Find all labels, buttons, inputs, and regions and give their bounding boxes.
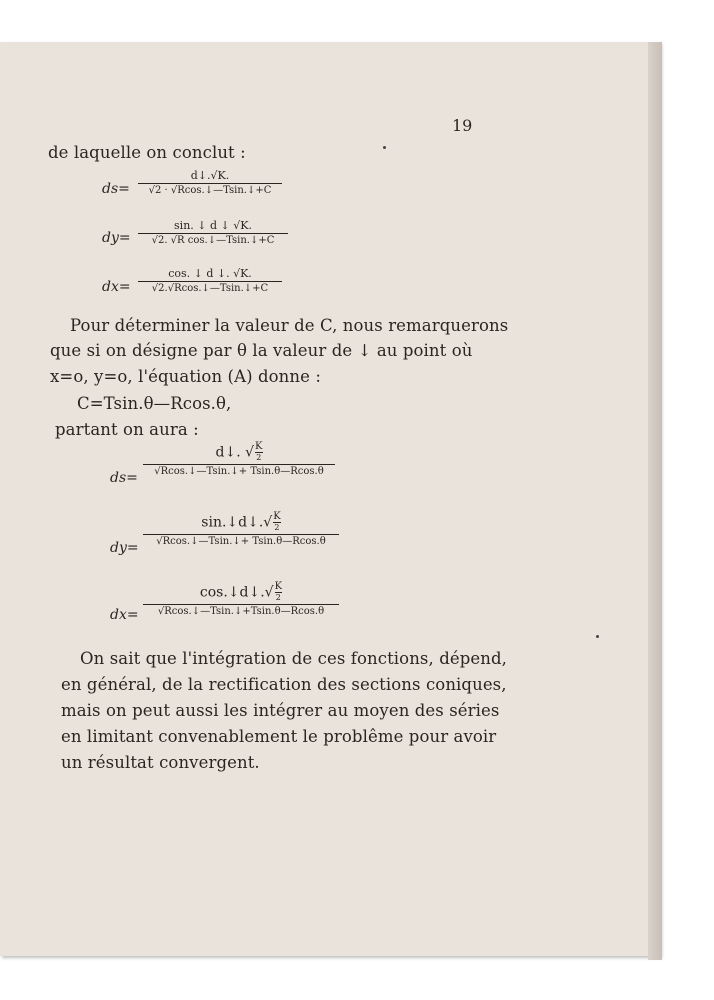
- eq2-dy-k: K: [273, 511, 281, 522]
- eq2-ds-2: 2: [256, 453, 262, 462]
- eq1-ds-denominator: √2 · √Rcos.↓—Tsin.↓+C: [148, 185, 272, 196]
- eq2-dx-denominator: √Rcos.↓—Tsin.↓+Tsin.θ—Rcos.θ: [157, 606, 325, 617]
- eq2-dy-2: 2: [274, 523, 280, 532]
- para1-line-2: que si on désigne par θ la valeur de ↓ au point où: [50, 341, 473, 360]
- para2-line-4: en limitant convenablement le problême pour avoir: [61, 727, 497, 746]
- eq1-dy-denominator: √2. √R cos.↓—Tsin.↓+C: [151, 235, 275, 246]
- eq2-ds-numerator: d↓. √: [215, 444, 255, 461]
- partant-line: partant on aura :: [55, 420, 199, 439]
- page-edge: [648, 42, 662, 960]
- book-page: [0, 42, 660, 956]
- para1-line-3: x=o, y=o, l'équation (A) donne :: [50, 367, 321, 386]
- para2-line-3: mais on peut aussi les intégrer au moyen des séries: [61, 701, 500, 720]
- eq2-dy-numerator: sin.↓d↓.√: [201, 514, 273, 531]
- eq1-dx-numerator: cos. ↓ d ↓. √K.: [168, 267, 252, 280]
- eq2-ds-denominator: √Rcos.↓—Tsin.↓+ Tsin.θ—Rcos.θ: [154, 466, 324, 477]
- para2-line-1: On sait que l'intégration de ces fonctions, dépend,: [80, 649, 507, 668]
- eq2-dx-k: K: [274, 581, 283, 592]
- eq2-dy-denominator: √Rcos.↓—Tsin.↓+ Tsin.θ—Rcos.θ: [156, 536, 326, 547]
- ink-speck: [383, 146, 386, 149]
- para2-line-5: un résultat convergent.: [61, 753, 260, 772]
- intro-line: de laquelle on conclut :: [48, 143, 246, 162]
- eq2-dx-fraction: [143, 582, 339, 617]
- eq1-ds-lhs: ds=: [102, 181, 130, 197]
- eq1-dy-fraction: [138, 219, 288, 246]
- eq2-dy-fraction: [143, 512, 339, 547]
- eq2-dx-2: 2: [275, 593, 281, 602]
- eq2-dx-numerator: cos.↓d↓.√: [199, 584, 274, 601]
- eq2-dy-lhs: dy=: [110, 540, 139, 556]
- eq2-dx-lhs: dx=: [110, 607, 139, 623]
- eq2-ds-fraction: [143, 442, 335, 477]
- eq1-dx-denominator: √2.√Rcos.↓—Tsin.↓+C: [151, 283, 269, 294]
- eq2-ds-k: K: [255, 441, 263, 452]
- eq1-ds-numerator: d↓.√K.: [190, 169, 230, 182]
- eq1-ds-fraction: [138, 169, 282, 196]
- para1-line-1: Pour déterminer la valeur de C, nous remarquerons: [70, 316, 509, 335]
- eq1-dy-numerator: sin. ↓ d ↓ √K.: [174, 219, 252, 232]
- eq1-dy-lhs: dy=: [102, 230, 131, 246]
- para2-line-2: en général, de la rectification des sections coniques,: [61, 675, 507, 694]
- eq2-ds-lhs: ds=: [110, 470, 138, 486]
- eq1-dx-fraction: [138, 267, 282, 294]
- equation-c: C=Tsin.θ—Rcos.θ,: [77, 394, 232, 413]
- page-number: 19: [452, 116, 473, 135]
- eq1-dx-lhs: dx=: [102, 279, 131, 295]
- ink-speck: [596, 635, 599, 638]
